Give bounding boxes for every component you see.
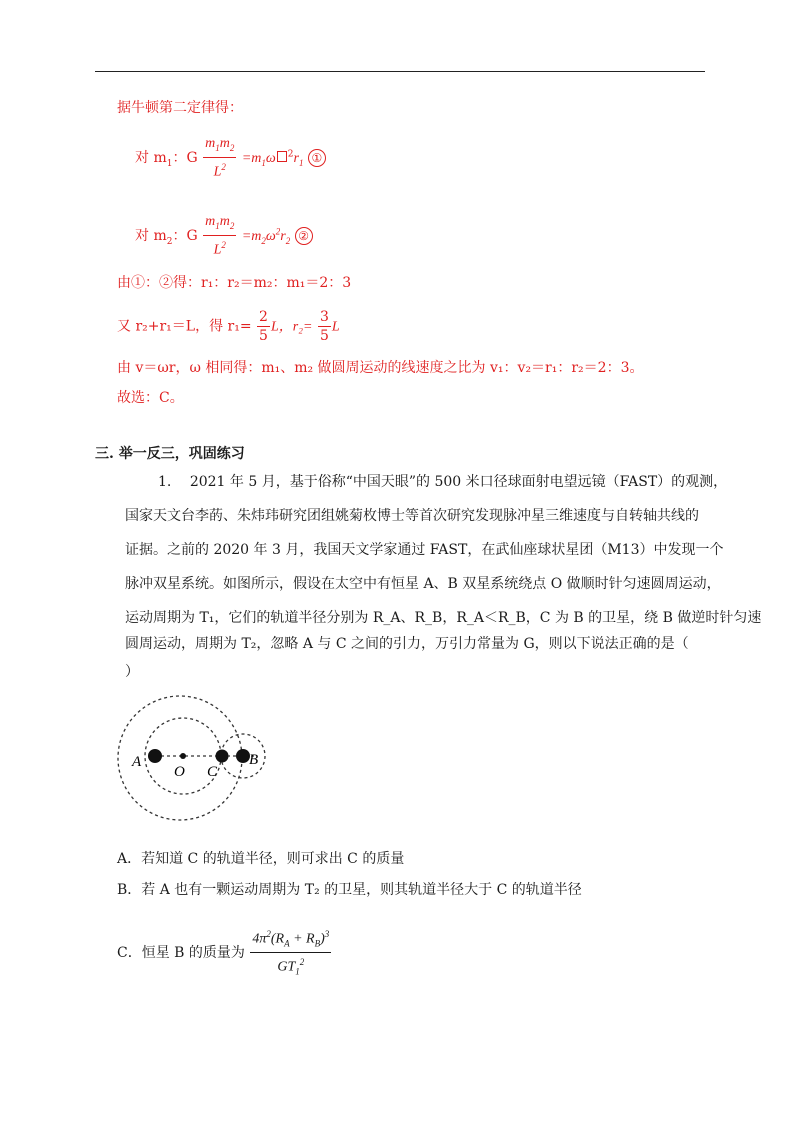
satellite-C xyxy=(216,750,229,763)
marker-circle-1: ① xyxy=(308,149,326,167)
option-C-formula: $\frac{4\pi^2(R_A + R_B)^3}{GT_1^2}$ xyxy=(250,925,331,981)
marker-circle-2: ② xyxy=(295,227,313,245)
missing-glyph-box xyxy=(277,151,287,162)
eq1-fraction: $\frac{m_1m_2}{L^2}$ xyxy=(205,136,235,180)
velocity-line: 由 v＝ωr，ω 相同得：m₁、m₂ 做圆周运动的线速度之比为 v₁：v₂＝r₁：r₂＝2：3。 xyxy=(117,360,644,376)
header-rule xyxy=(95,71,705,72)
eq1-label: 对 m xyxy=(135,150,167,167)
section-title: 三. 举一反三，巩固练习 xyxy=(95,446,245,462)
orbit-diagram xyxy=(110,690,280,840)
answer-line: 故选：C。 xyxy=(117,390,184,406)
question-line-3: 证据。之前的 2020 年 3 月，我国天文学家通过 FAST，在武仙座球状星团（M13）中发现一个 xyxy=(125,542,724,558)
fraction-r2: $\frac{3}{5}$ xyxy=(319,309,329,344)
question-line-6: 圆周运动，周期为 T₂，忽略 A 与 C 之间的引力，万引力常量为 G，则以下说法正确的是（ xyxy=(125,636,689,652)
eq2-colon: ：G xyxy=(172,228,198,245)
label-A: A xyxy=(132,754,142,770)
label-B: B xyxy=(249,752,259,768)
question-number: 1. xyxy=(158,474,172,490)
option-C: C．恒星 B 的质量为 $\frac{4\pi^2(R_A + R_B)^3}{GT_1^2}$ xyxy=(117,925,332,981)
question-line-4: 脉冲双星系统。如图所示，假设在太空中有恒星 A、B 双星系统绕点 O 做顺时针匀速圆周运动， xyxy=(125,576,721,592)
ratio-line: 由①：②得：r₁：r₂＝m₂：m₁＝2：3 xyxy=(117,275,352,291)
solution-intro: 据牛顿第二定律得： xyxy=(117,100,243,116)
question-line-5: 运动周期为 T₁，它们的轨道半径分别为 R_A、R_B，R_A＜R_B，C 为 B 的卫星，绕 B 做逆时针匀速 xyxy=(125,610,762,626)
fraction-r1: $\frac{2}{5}$ xyxy=(259,309,268,344)
option-A: A．若知道 C 的轨道半径，则可求出 C 的质量 xyxy=(117,851,405,867)
label-C: C xyxy=(207,764,218,780)
eq2-label: 对 m xyxy=(135,228,167,245)
star-A xyxy=(148,749,162,763)
equation-1: 对 $m_1$：G $\frac{m_1m_2}{L^2}$ $=m_1\omega$ $^2r_1$ ① xyxy=(135,135,326,181)
eq2-fraction: $\frac{m_1m_2}{L^2}$ xyxy=(205,214,235,258)
question-line-7: ） xyxy=(125,664,139,680)
question-line-1: 1. 2021 年 5 月，基于俗称“中国天眼”的 500 米口径球面射电望远镜（FAST）的观测， xyxy=(158,474,728,490)
sum-line: 又 r₂+r₁＝L，得 r₁= $\frac{2}{5}$ L，r₂= $\frac{3}{5}$ L xyxy=(117,309,340,344)
star-B xyxy=(236,749,250,763)
option-B: B．若 A 也有一颗运动周期为 T₂ 的卫星，则其轨道半径大于 C 的轨道半径 xyxy=(117,882,582,898)
equation-2: 对 $m_2$：G $\frac{m_1m_2}{L^2}$ $=m_2\omega^2r_2$ ② xyxy=(135,213,313,259)
center-O xyxy=(180,753,186,759)
label-O: O xyxy=(174,764,185,780)
question-line-2: 国家天文台李菂、朱炜玮研究团组姚菊枚博士等首次研究发现脉冲星三维速度与自转轴共线的 xyxy=(125,508,699,524)
eq1-colon: ：G xyxy=(172,150,198,167)
